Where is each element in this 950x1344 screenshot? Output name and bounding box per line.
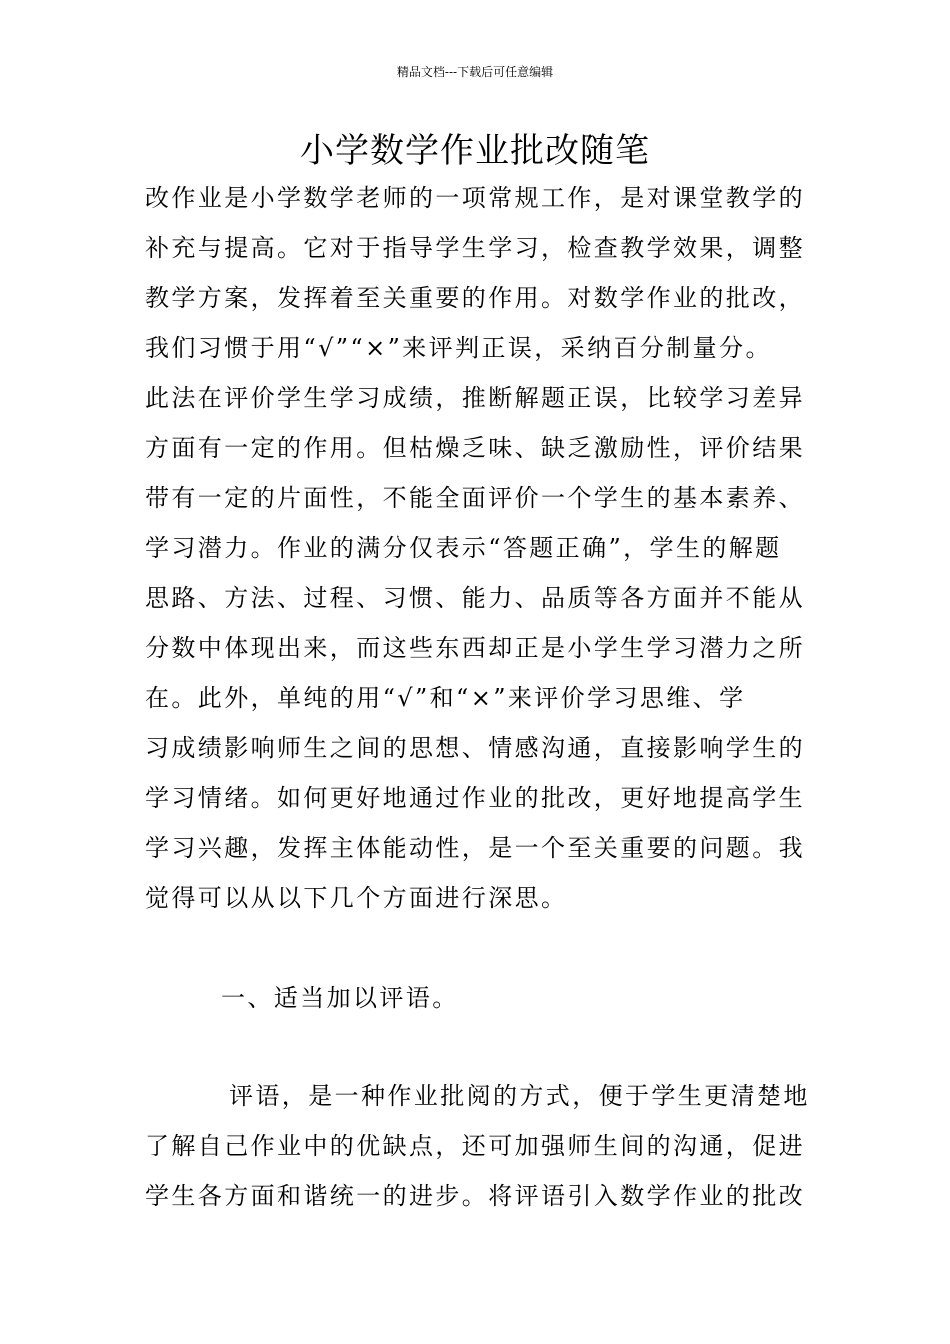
paragraph-line: 了解自己作业中的优缺点，还可加强师生间的沟通，促进 [145, 1132, 805, 1160]
paragraph-line: 在。此外，单纯的用“√”和“×”来评价学习思维、学 [145, 684, 746, 712]
paragraph-line: 带有一定的片面性，不能全面评价一个学生的基本素养、 [145, 484, 805, 512]
section-heading: 一、适当加以评语。 [221, 984, 459, 1012]
paragraph-line: 学习情绪。如何更好地通过作业的批改，更好地提高学生 [145, 784, 805, 812]
paragraph-line: 分数中体现出来，而这些东西却正是小学生学习潜力之所 [145, 634, 805, 662]
paragraph-line: 评语，是一种作业批阅的方式，便于学生更清楚地 [229, 1082, 810, 1110]
header-note: 精品文档---下载后可任意编辑 [396, 65, 554, 79]
paragraph-line: 习成绩影响师生之间的思想、情感沟通，直接影响学生的 [145, 734, 805, 762]
paragraph-line: 学生各方面和谐统一的进步。将评语引入数学作业的批改 [145, 1182, 805, 1210]
paragraph-line: 方面有一定的作用。但枯燥乏味、缺乏激励性，评价结果 [145, 434, 805, 462]
paragraph-line: 改作业是小学数学老师的一项常规工作，是对课堂教学的 [145, 184, 805, 212]
paragraph-line: 教学方案，发挥着至关重要的作用。对数学作业的批改， [145, 284, 805, 312]
paragraph-line: 思路、方法、过程、习惯、能力、品质等各方面并不能从 [145, 584, 805, 612]
paragraph-line: 我们习惯于用“√”“×”来评判正误，采纳百分制量分。 [145, 334, 772, 362]
paragraph-line: 觉得可以从以下几个方面进行深思。 [145, 884, 568, 912]
paragraph-line: 学习兴趣，发挥主体能动性，是一个至关重要的问题。我 [145, 834, 805, 862]
paragraph-line: 补充与提高。它对于指导学生学习，检查教学效果，调整 [145, 234, 805, 262]
document-title: 小学数学作业批改随笔 [300, 131, 650, 171]
paragraph-line: 学习潜力。作业的满分仅表示“答题正确”，学生的解题 [145, 534, 782, 562]
paragraph-line: 此法在评价学生学习成绩，推断解题正误，比较学习差异 [145, 384, 805, 412]
